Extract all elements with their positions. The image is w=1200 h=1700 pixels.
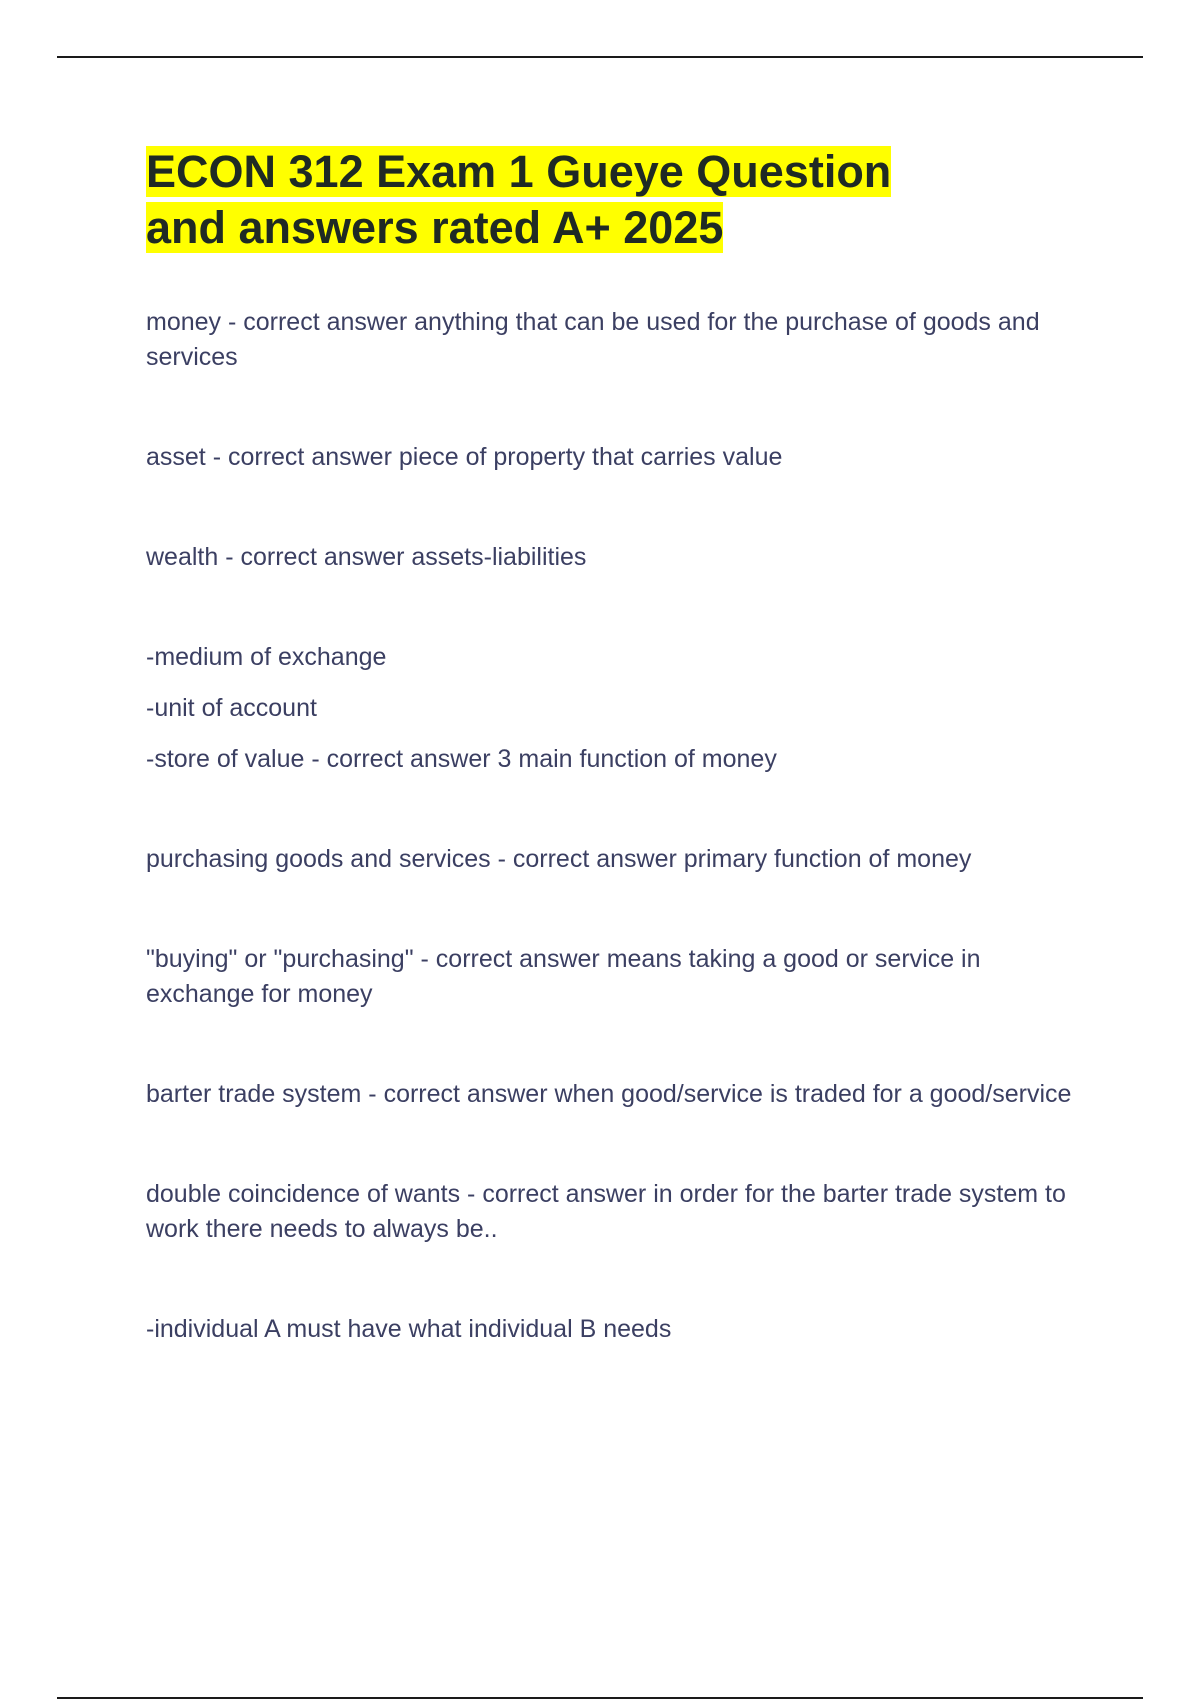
bottom-rule [57,1697,1143,1699]
qa-entry-buying: "buying" or "purchasing" - correct answer means taking a good or service in exchange for money [146,945,981,1008]
qa-list [146,305,1086,1347]
qa-entry-functions-line-3: -store of value - correct answer 3 main function of money [146,745,777,773]
qa-entry-functions-line-2: -unit of account [146,694,317,722]
title-line-2: and answers rated A+ 2025 [146,202,724,253]
qa-entry-purchasing: purchasing goods and services - correct answer primary function of money [146,845,972,873]
qa-entry-money: money - correct answer anything that can be used for the purchase of goods and services [146,308,1040,371]
title-line-1: ECON 312 Exam 1 Gueye Question [146,146,892,197]
qa-entry-barter: barter trade system - correct answer when good/service is traded for a good/service [146,1080,1072,1108]
qa-entry-asset: asset - correct answer piece of property that carries value [146,443,783,471]
qa-entry-wealth: wealth - correct answer assets-liabilities [146,543,587,571]
qa-entry-individual: -individual A must have what individual B needs [146,1315,672,1343]
top-rule [57,56,1143,58]
qa-entry-functions-line-1: -medium of exchange [146,643,387,671]
qa-entry-double-coincidence: double coincidence of wants - correct answer in order for the barter trade system to work there needs to always be.. [146,1180,1066,1243]
document-title [146,144,1006,256]
